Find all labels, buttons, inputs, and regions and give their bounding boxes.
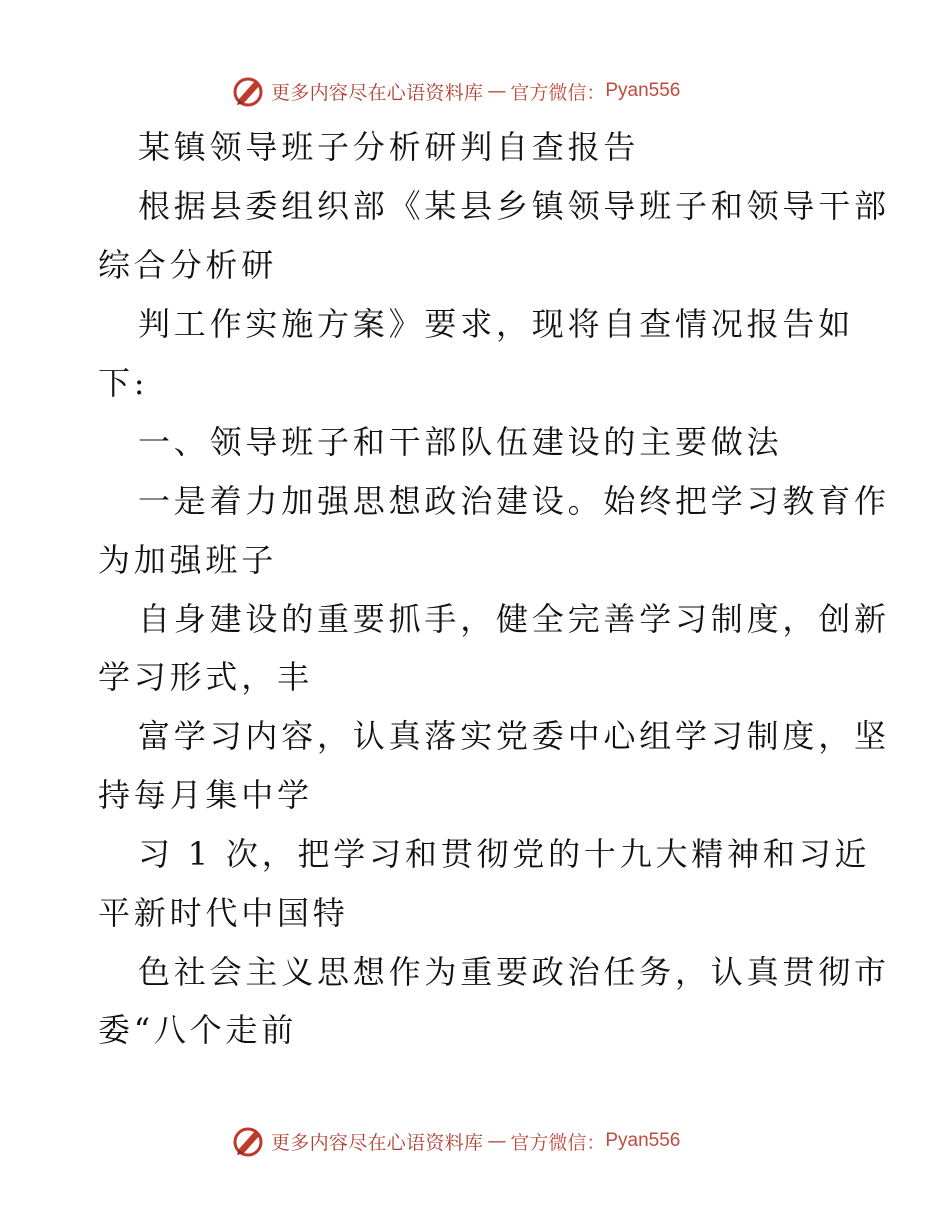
paragraph-line: 判工作实施方案》要求，现将自查情况报告如 (138, 305, 855, 343)
paragraph-line: 自身建设的重要抓手，健全完善学习制度，创新 (138, 600, 890, 638)
watermark-dash: — (487, 1130, 507, 1152)
paragraph-line: 委“八个走前 (98, 1011, 298, 1049)
pen-logo-icon (233, 1125, 265, 1157)
paragraph-line: 持每月集中学 (98, 776, 313, 814)
watermark-footer (233, 1124, 680, 1158)
watermark-wechat-id: Pyan556 (605, 1130, 681, 1151)
paragraph-line: 下: (98, 364, 149, 402)
watermark-text: 更多内容尽在心语资料库 (271, 81, 484, 104)
document-title: 某镇领导班子分析研判自查报告 (138, 128, 640, 166)
pen-logo-icon (233, 75, 265, 107)
watermark-wechat-label: 官方微信： (510, 1131, 606, 1154)
paragraph-line: 根据县委组织部《某县乡镇领导班子和领导干部 (138, 187, 890, 225)
paragraph-line: 习 1 次，把学习和贯彻党的十九大精神和习近 (138, 835, 871, 873)
paragraph-line: 一是着力加强思想政治建设。始终把学习教育作 (138, 482, 890, 520)
watermark-text: 更多内容尽在心语资料库 (271, 1131, 484, 1154)
paragraph-line: 学习形式，丰 (98, 658, 313, 696)
section-heading: 一、领导班子和干部队伍建设的主要做法 (138, 423, 783, 461)
watermark-wechat-id: Pyan556 (605, 80, 681, 101)
paragraph-line: 为加强班子 (98, 541, 278, 579)
paragraph-line: 色社会主义思想作为重要政治任务，认真贯彻市 (138, 953, 890, 991)
watermark-dash: — (487, 80, 507, 102)
paragraph-line: 综合分析研 (98, 246, 278, 284)
watermark-wechat-label: 官方微信： (510, 81, 606, 104)
paragraph-line: 平新时代中国特 (98, 894, 349, 932)
watermark-header (233, 74, 680, 108)
paragraph-line: 富学习内容，认真落实党委中心组学习制度，坚 (138, 717, 890, 755)
